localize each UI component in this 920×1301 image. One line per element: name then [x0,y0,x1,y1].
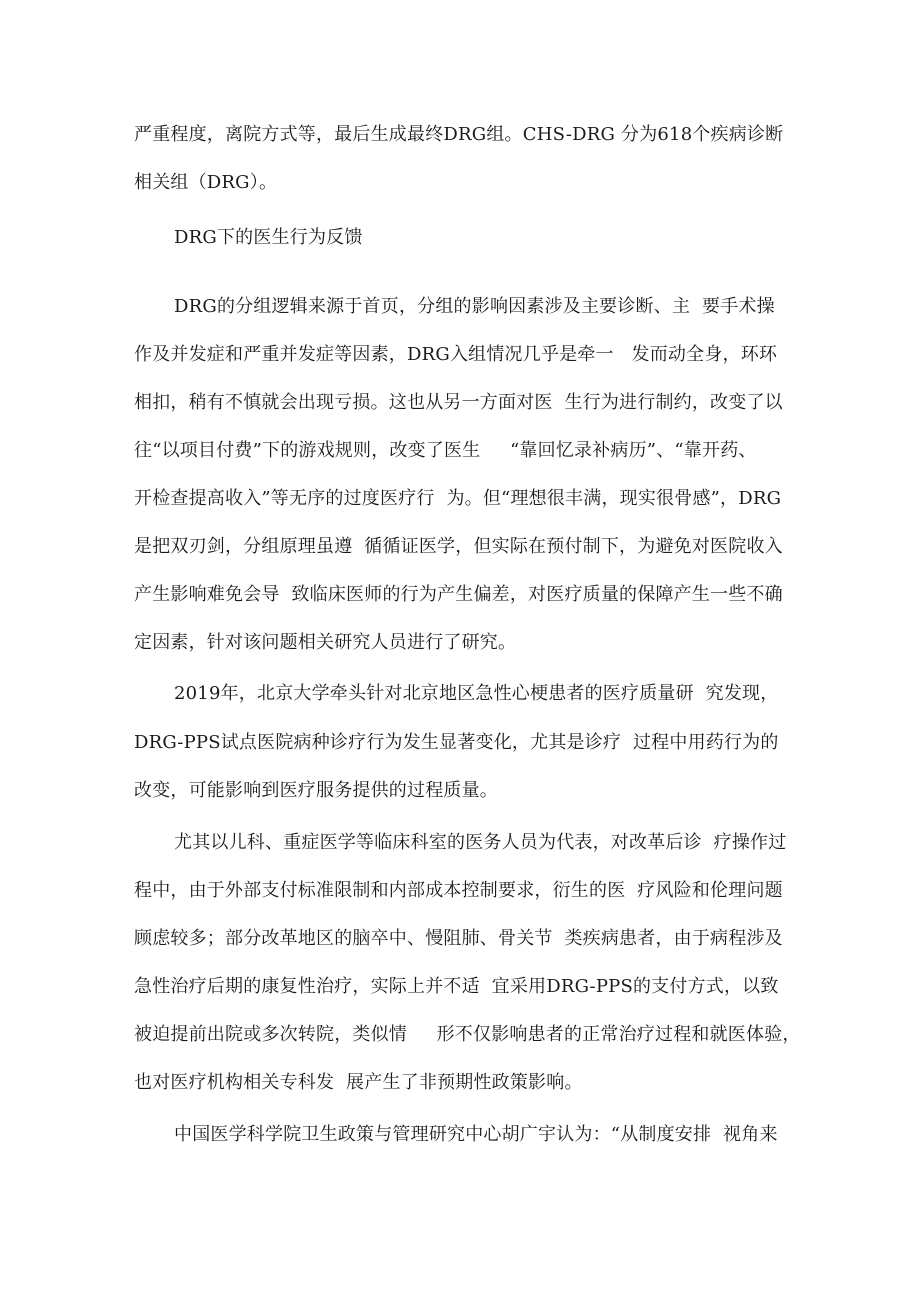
text-line-6: 相扣，稍有不慎就会出现亏损。这也从另一方面对医 生行为进行制约，改变了以 [134,392,783,413]
text-line-2: 相关组（DRG）。 [134,172,278,193]
text-line-4: DRG的分组逻辑来源于首页，分组的影响因素涉及主要诊断、主 要手术操 [174,296,775,317]
text-line-16: 程中，由于外部支付标准限制和内部成本控制要求，衍生的医 疗风险和伦理问题 [134,880,783,901]
text-line-15: 尤其以儿科、重症医学等临床科室的医务人员为代表，对改革后诊 疗操作过 [174,832,787,853]
text-line-21: 中国医学科学院卫生政策与管理研究中心胡广宇认为：“从制度安排 视角来 [174,1124,778,1145]
text-line-13: DRG-PPS试点医院病种诊疗行为发生显著变化，尤其是诊疗 过程中用药行为的 [134,732,779,753]
text-line-5: 作及并发症和严重并发症等因素，DRG入组情况几乎是牵一 发而动全身，环环 [134,344,778,365]
text-line-19: 被迫提前出院或多次转院，类似情 形不仅影响患者的正常治疗过程和就医体验， [134,1024,801,1045]
text-line-18: 急性治疗后期的康复性治疗，实际上并不适 宜采用DRG-PPS的支付方式，以致 [134,976,779,997]
text-line-1: 严重程度，离院方式等，最后生成最终DRG组。CHS-DRG 分为618个疾病诊断 [134,124,784,145]
text-line-8: 开检查提高收入”等无序的过度医疗行 为。但“理想很丰满，现实很骨感”，DRG [134,488,782,509]
text-line-14: 改变，可能影响到医疗服务提供的过程质量。 [134,780,498,801]
text-line-20: 也对医疗机构相关专科发 展产生了非预期性政策影响。 [134,1072,583,1093]
text-line-12: 2019年，北京大学牵头针对北京地区急性心梗患者的医疗质量研 究发现， [174,683,779,704]
section-heading: DRG下的医生行为反馈 [174,227,363,248]
text-line-17: 顾虑较多；部分改革地区的脑卒中、慢阻肺、骨关节 类疾病患者，由于病程涉及 [134,928,783,949]
text-line-11: 定因素，针对该问题相关研究人员进行了研究。 [134,632,517,653]
text-line-7: 往“以项目付费”下的游戏规则，改变了医生 “靠回忆录补病历”、“靠开药、 [134,440,757,461]
text-line-10: 产生影响难免会导 致临床医师的行为产生偏差，对医疗质量的保障产生一些不确 [134,584,783,605]
text-line-9: 是把双刃剑，分组原理虽遵 循循证医学，但实际在预付制下，为避免对医院收入 [134,536,783,557]
